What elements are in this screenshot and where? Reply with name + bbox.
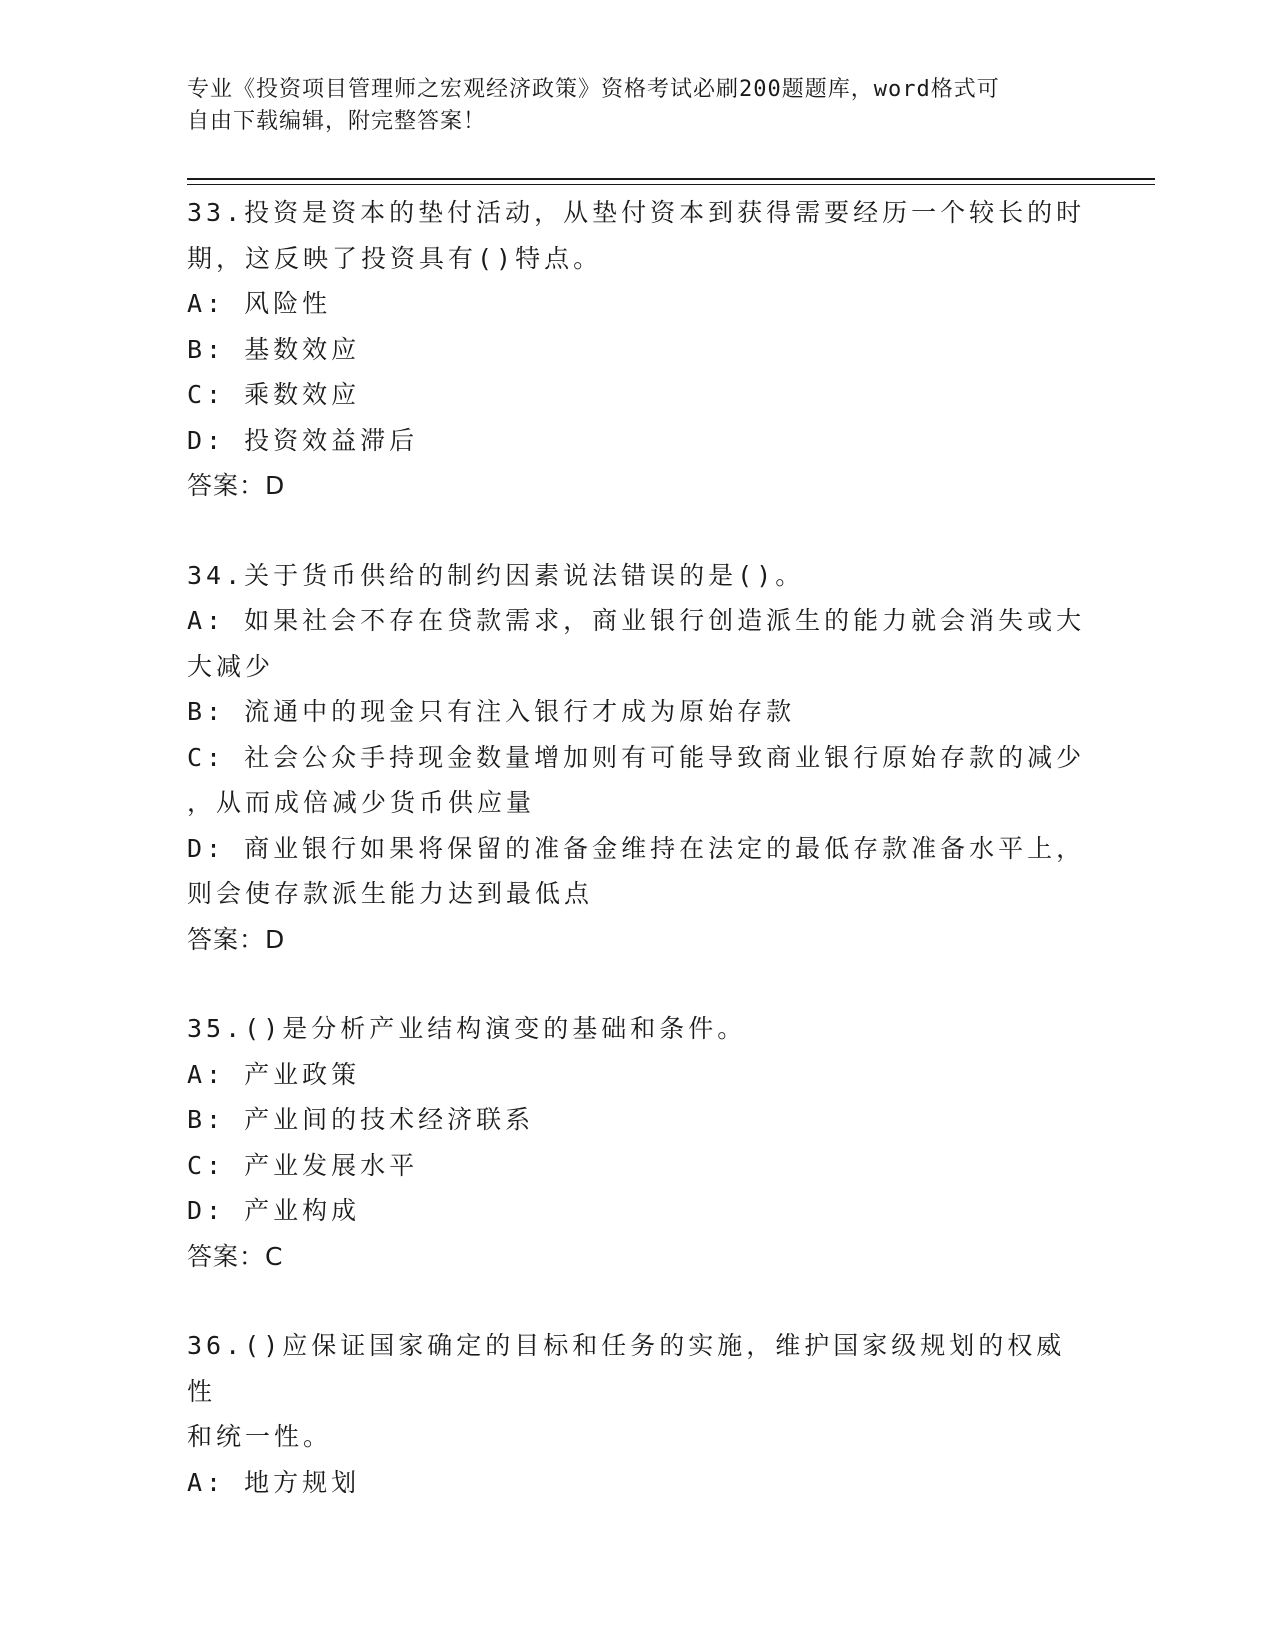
option-a-continued: 大减少: [187, 651, 275, 681]
question-stem: 和统一性。: [187, 1422, 333, 1451]
header-divider-thin: [187, 184, 1155, 185]
question-stem: 35.()是分析产业结构演变的基础和条件。: [187, 1014, 747, 1043]
option-b: B: 基数效应: [187, 334, 361, 364]
option-c-continued: ，从而成倍减少货币供应量: [187, 788, 536, 817]
option-a: A: 地方规划: [187, 1467, 361, 1497]
option-c: C: 产业发展水平: [187, 1150, 419, 1180]
question-35: [187, 1006, 1087, 1279]
answer-label: 答案：C: [187, 1241, 284, 1271]
question-34: [187, 553, 1087, 963]
question-stem: 34.关于货币供给的制约因素说法错误的是()。: [187, 560, 805, 590]
option-d: D: 投资效益滞后: [187, 425, 419, 455]
option-b: B: 流通中的现金只有注入银行才成为原始存款: [187, 697, 796, 726]
option-a: A: 如果社会不存在贷款需求，商业银行创造派生的能力就会消失或大: [187, 606, 1086, 635]
header-line-2: 自由下载编辑，附完整答案！: [187, 109, 487, 134]
answer-label: 答案：D: [187, 471, 286, 500]
question-36: [187, 1323, 1087, 1505]
option-a: A: 产业政策: [187, 1059, 361, 1089]
option-c: C: 乘数效应: [187, 380, 361, 409]
option-d: D: 商业银行如果将保留的准备金维持在法定的最低存款准备水平上，: [187, 833, 1086, 863]
question-stem: 33.投资是资本的垫付活动，从垫付资本到获得需要经历一个较长的时: [187, 198, 1086, 227]
question-list: [187, 190, 1087, 1549]
document-header: [187, 74, 1087, 138]
option-d: D: 产业构成: [187, 1196, 361, 1225]
question-33: [187, 190, 1087, 509]
option-c: C: 社会公众手持现金数量增加则有可能导致商业银行原始存款的减少: [187, 742, 1086, 772]
option-b: B: 产业间的技术经济联系: [187, 1105, 535, 1134]
header-line-1: 专业《投资项目管理师之宏观经济政策》资格考试必刷200题题库，word格式可: [187, 77, 1000, 102]
question-stem: 期，这反映了投资具有()特点。: [187, 243, 603, 273]
option-a: A: 风险性: [187, 289, 332, 318]
header-divider-thick: [187, 178, 1155, 180]
answer-label: 答案：D: [187, 924, 286, 954]
question-stem: 36.()应保证国家确定的目标和任务的实施，维护国家级规划的权威性: [187, 1331, 1066, 1406]
option-d-continued: 则会使存款派生能力达到最低点: [187, 879, 594, 908]
